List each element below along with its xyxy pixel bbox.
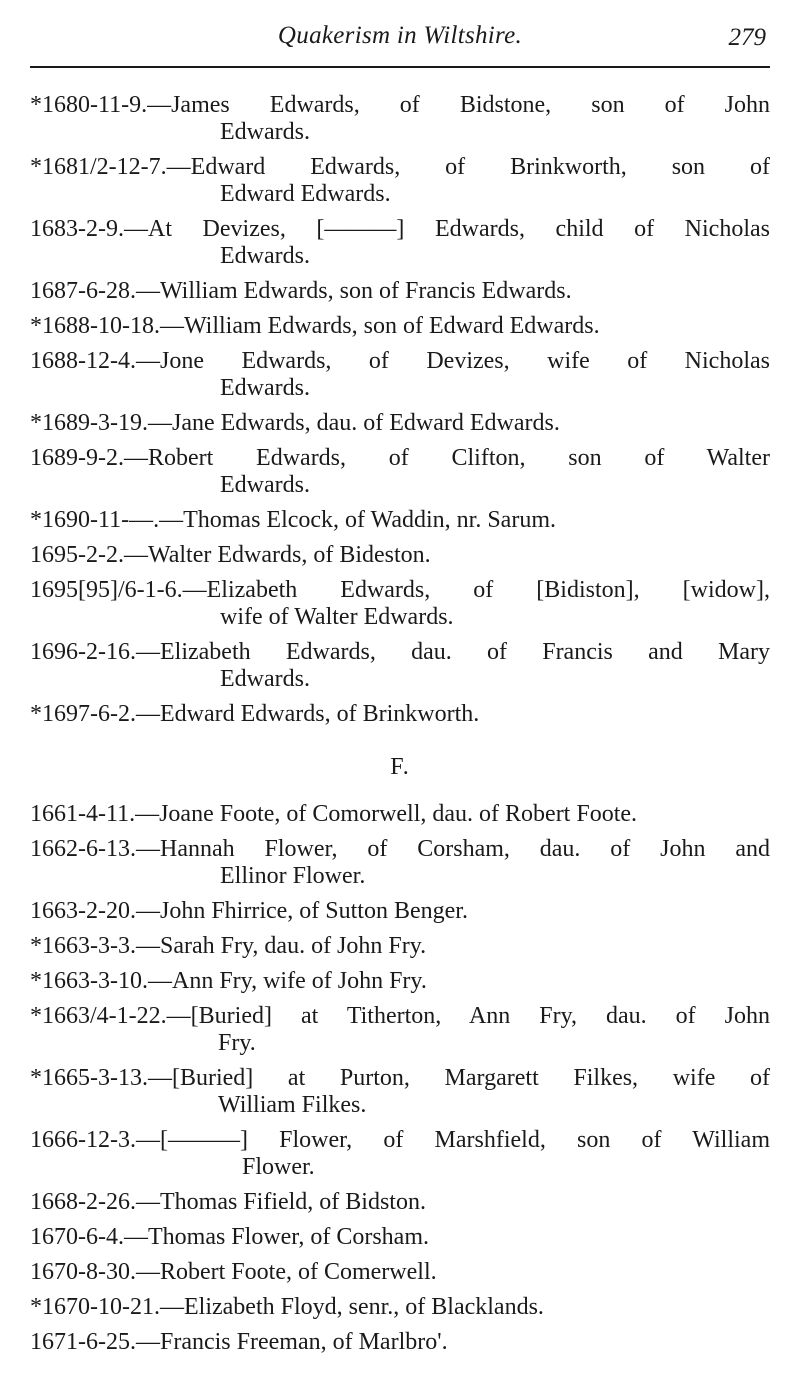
entry-first-line: 1687-6-28.—William Edwards, son of Francis Edwards. [30, 278, 572, 304]
running-title: Quakerism in Wiltshire. [277, 22, 523, 49]
entry-first-line: *1670-10-21.—Elizabeth Floyd, senr., of Blacklands. [30, 1294, 544, 1320]
burial-entry [30, 542, 770, 569]
entry-first-line: 1689-9-2.—Robert Edwards, of Clifton, son of Walter [30, 445, 770, 471]
burial-entry [30, 154, 770, 208]
entry-first-line: *1663-3-3.—Sarah Fry, dau. of John Fry. [30, 933, 427, 959]
entry-first-line: 1662-6-13.—Hannah Flower, of Corsham, dau. of John and [30, 836, 770, 862]
entry-continuation: Fry. [218, 1030, 256, 1056]
entry-first-line: *1688-10-18.—William Edwards, son of Edward Edwards. [30, 313, 600, 339]
entry-continuation: Edwards. [220, 472, 310, 498]
entry-first-line: *1690-11-—.—Thomas Elcock, of Waddin, nr. Sarum. [30, 507, 556, 533]
entry-first-line: 1671-6-25.—Francis Freeman, of Marlbro'. [30, 1329, 448, 1355]
burial-entry [30, 410, 770, 437]
entry-first-line: *1681/2-12-7.—Edward Edwards, of Brinkworth, son of [30, 154, 770, 180]
entry-first-line: 1695[95]/6-1-6.—Elizabeth Edwards, of [Bidiston], [widow], [30, 577, 770, 603]
burial-entry [30, 1329, 770, 1356]
section-letter: F. [390, 754, 410, 780]
entry-first-line: 1696-2-16.—Elizabeth Edwards, dau. of Francis and Mary [30, 639, 770, 665]
entry-continuation: William Filkes. [218, 1092, 367, 1118]
entry-first-line: *1689-3-19.—Jane Edwards, dau. of Edward Edwards. [30, 410, 560, 436]
burial-entry [30, 1189, 770, 1216]
burial-entry [30, 639, 770, 693]
burial-entry [30, 278, 770, 305]
entry-continuation: Edward Edwards. [220, 181, 391, 207]
burial-entry [30, 92, 770, 146]
entry-continuation: Edwards. [220, 243, 310, 269]
entry-first-line: 1670-6-4.—Thomas Flower, of Corsham. [30, 1224, 429, 1250]
burial-entry [30, 313, 770, 340]
burial-entry [30, 507, 770, 534]
burial-entry [30, 701, 770, 728]
page-number: 279 [728, 24, 766, 51]
entry-first-line: *1663/4-1-22.—[Buried] at Titherton, Ann Fry, dau. of John [30, 1003, 770, 1029]
entry-first-line: *1663-3-10.—Ann Fry, wife of John Fry. [30, 968, 427, 994]
burial-entry [30, 445, 770, 499]
entry-first-line: 1663-2-20.—John Fhirrice, of Sutton Benger. [30, 898, 468, 924]
burial-entry [30, 577, 770, 631]
burial-entry [30, 898, 770, 925]
entry-first-line: 1688-12-4.—Jone Edwards, of Devizes, wife of Nicholas [30, 348, 770, 374]
entry-first-line: 1670-8-30.—Robert Foote, of Comerwell. [30, 1259, 437, 1285]
burial-entry [30, 1127, 770, 1181]
entry-first-line: *1697-6-2.—Edward Edwards, of Brinkworth. [30, 701, 480, 727]
burial-entry [30, 1259, 770, 1286]
burial-entry [30, 348, 770, 402]
entry-continuation: Edwards. [220, 375, 310, 401]
entry-continuation: Ellinor Flower. [220, 863, 366, 889]
entry-first-line: 1661-4-11.—Joane Foote, of Comorwell, dau. of Robert Foote. [30, 801, 638, 827]
entry-continuation: Edwards. [220, 666, 310, 692]
burial-entry [30, 1294, 770, 1321]
header-rule [30, 66, 770, 68]
burial-entry [30, 1224, 770, 1251]
entry-first-line: 1666-12-3.—[———] Flower, of Marshfield, son of William [30, 1127, 770, 1153]
entry-continuation: wife of Walter Edwards. [220, 604, 454, 630]
burial-entry [30, 836, 770, 890]
burial-entry [30, 933, 770, 960]
entry-first-line: *1680-11-9.—James Edwards, of Bidstone, son of John [30, 92, 770, 118]
entry-first-line: 1695-2-2.—Walter Edwards, of Bideston. [30, 542, 431, 568]
page-body [30, 92, 770, 1364]
entry-first-line: *1665-3-13.—[Buried] at Purton, Margarett Filkes, wife of [30, 1065, 770, 1091]
entry-first-line: 1683-2-9.—At Devizes, [———] Edwards, child of Nicholas [30, 216, 770, 242]
page-header [30, 18, 770, 58]
burial-entry [30, 968, 770, 995]
burial-entry [30, 216, 770, 270]
burial-entry [30, 801, 770, 828]
burial-entry [30, 1065, 770, 1119]
entry-continuation: Edwards. [220, 119, 310, 145]
entry-first-line: 1668-2-26.—Thomas Fifield, of Bidston. [30, 1189, 426, 1215]
burial-entry [30, 1003, 770, 1057]
entry-continuation: Flower. [242, 1154, 315, 1180]
